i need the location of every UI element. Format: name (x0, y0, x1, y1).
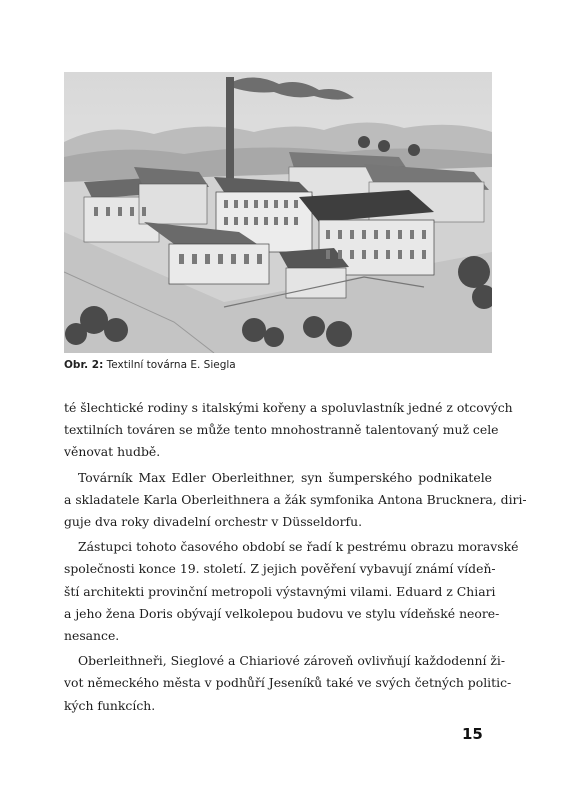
text-line: ští architekti provinční metropoli výstavnými vilami. Eduard z Chiari (64, 583, 496, 599)
text-line: a jeho žena Doris obývají velkolepou budovu ve stylu vídeňské neore- (64, 605, 500, 621)
text-line: guje dva roky divadelní orchestr v Düsseldorfu. (64, 514, 363, 530)
text-line: kých funkcích. (64, 697, 156, 713)
text-line: a skladatele Karla Oberleithnera a žák symfonika Antona Brucknera, diri- (64, 491, 527, 507)
paragraph (64, 467, 527, 534)
paragraph (64, 397, 513, 464)
text-line: Zástupci tohoto časového období se řadí k pestrému obrazu moravské (78, 539, 519, 555)
text-line: věnovat hudbě. (64, 444, 161, 460)
text-line: společnosti konce 19. století. Z jejich pověření vybavují známí vídeň- (64, 561, 496, 577)
body-text (64, 397, 527, 717)
paragraph (64, 650, 512, 717)
figure-caption-label: Obr. 2: (64, 359, 104, 371)
factory-illustration (64, 72, 492, 353)
text-line: Oberleithneři, Sieglové a Chiariové zároveň ovlivňují každodenní ži- (78, 653, 506, 669)
page-number: 15 (462, 725, 483, 743)
figure-caption-text: Textilní továrna E. Siegla (106, 359, 236, 371)
figure-caption (64, 359, 236, 371)
text-line: Továrník Max Edler Oberleithner, syn šumperského podnikatele (78, 469, 492, 485)
text-line: nesance. (64, 628, 120, 644)
text-line: té šlechtické rodiny s italskými kořeny a spoluvlastník jedné z otcových (64, 400, 513, 415)
text-line: textilních továren se může tento mnohostranně talentovaný muž cele (64, 422, 499, 438)
paragraph (64, 536, 519, 647)
text-line: vot německého města v podhůří Jeseníků také ve svých četných politic- (64, 675, 512, 691)
